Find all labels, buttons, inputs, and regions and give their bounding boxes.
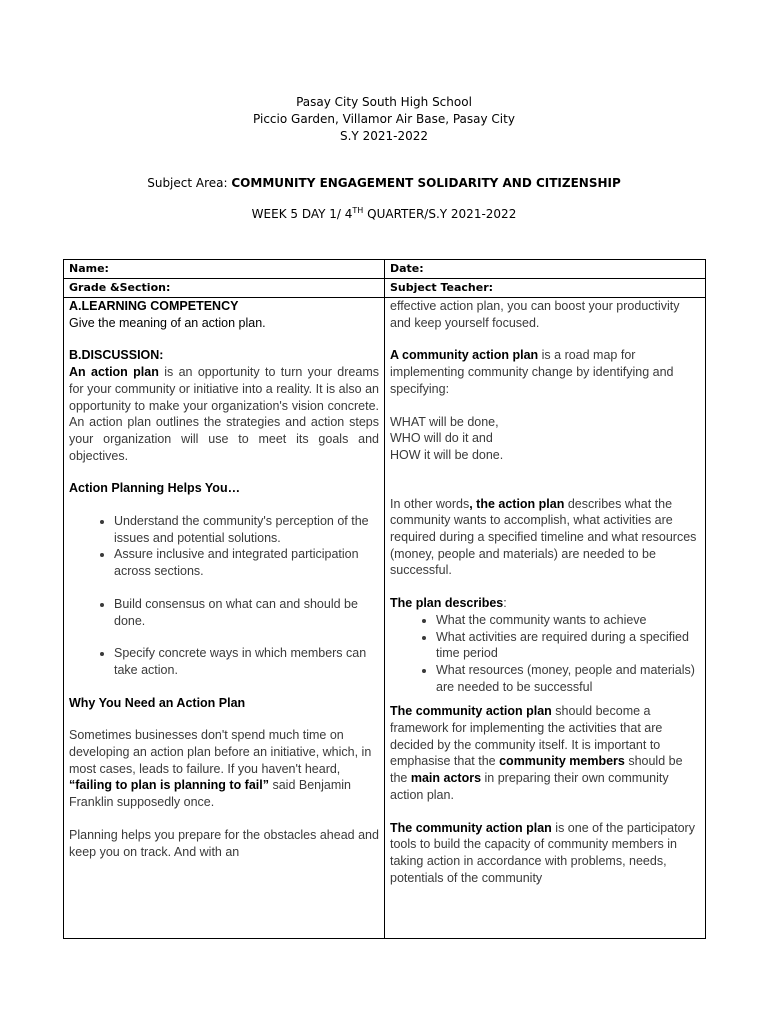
school-header (0, 94, 768, 145)
community-action-plan-definition: A community action plan is a road map for implementing community change by identifying and specifying: (390, 348, 674, 396)
plan-describes-title: The plan describes: (390, 596, 507, 611)
list-item: • Understand the community's perception of the issues and potential solutions. (114, 513, 379, 546)
school-year: S.Y 2021-2022 (340, 129, 428, 143)
helps-title: Action Planning Helps You… (69, 481, 241, 496)
who-line: WHO will do it and (390, 431, 493, 446)
subject-name: COMMUNITY ENGAGEMENT SOLIDARITY AND CITIZENSHIP (231, 176, 621, 190)
other-words-paragraph: In other words, the action plan describes what the community wants to accomplish, what activities are required during a specified timeline and what resources (money, people and materials) are needed to be successful. (390, 496, 697, 578)
list-item: • What the community wants to achieve (436, 612, 700, 629)
why-paragraph: Sometimes businesses don't spend much time on developing an action plan before an initiative, which, in most cases, leads to failure. If you haven't heard, “failing to plan is planning to fail” said Benjamin Franklin supposedly once. (69, 728, 372, 810)
list-item: • What resources (money, people and materials) are needed to be successful (436, 662, 700, 695)
what-line: WHAT will be done, (390, 414, 499, 429)
continued-text: effective action plan, you can boost your productivity and keep yourself focused. (390, 299, 680, 330)
left-column (64, 298, 385, 939)
action-plan-definition: An action plan is an opportunity to turn your dreams for your community or initiative into a reality. It is also an opportunity to make your organization's vision concrete. An action plan outlines the strategies and action steps your organization will use to meet its goals and objectives. (69, 365, 379, 463)
school-address: Piccio Garden, Villamor Air Base, Pasay City (253, 112, 515, 126)
planning-paragraph: Planning helps you prepare for the obstacles ahead and keep you on track. And with an (69, 827, 379, 859)
why-title: Why You Need an Action Plan (69, 695, 246, 710)
framework-paragraph: The community action plan should become a framework for implementing the activities that are decided by the community itself. It is important to emphasise that the community members should be the main actors in preparing their own community action plan. (390, 704, 683, 802)
date-field[interactable]: Date: (385, 260, 706, 279)
name-field[interactable]: Name: (64, 260, 385, 279)
competency-title: A.LEARNING COMPETENCY (69, 299, 239, 313)
plan-describes-list (390, 612, 700, 696)
list-item: • Build consensus on what can and should be done. (114, 596, 379, 629)
subject-teacher-field[interactable]: Subject Teacher: (385, 279, 706, 298)
week-line: WEEK 5 DAY 1/ 4TH QUARTER/S.Y 2021-2022 (251, 206, 517, 221)
list-item: • Assure inclusive and integrated participation across sections. (114, 546, 379, 579)
how-line: HOW it will be done. (390, 447, 504, 462)
lesson-table (63, 259, 706, 939)
list-item: • Specify concrete ways in which members can take action. (114, 645, 379, 678)
subject-area: Subject Area: COMMUNITY ENGAGEMENT SOLIDARITY AND CITIZENSHIP (147, 176, 621, 190)
list-item: • What activities are required during a specified time period (436, 629, 700, 662)
right-column (385, 298, 706, 939)
school-name: Pasay City South High School (296, 95, 472, 109)
grade-section-field[interactable]: Grade &Section: (64, 279, 385, 298)
participatory-tools-paragraph: The community action plan is one of the participatory tools to build the capacity of community members in taking action in accordance with problems, needs, potentials of the community (390, 820, 695, 885)
competency-text: Give the meaning of an action plan. (69, 315, 266, 330)
discussion-title: B.DISCUSSION: (69, 348, 164, 363)
helps-list (69, 513, 379, 580)
